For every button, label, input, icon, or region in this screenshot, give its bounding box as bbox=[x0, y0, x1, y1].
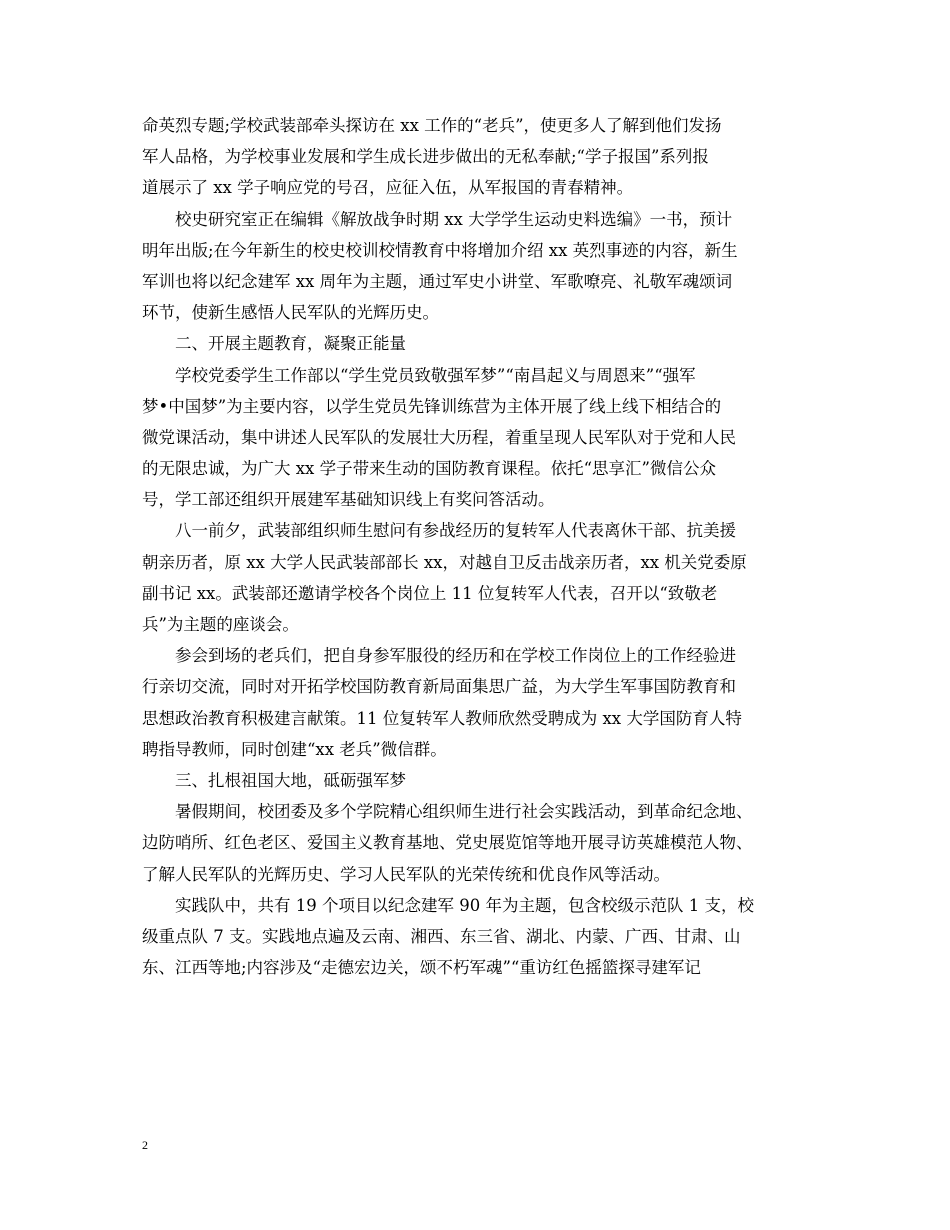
text-line: 号，学工部还组织开展建军基础知识线上有奖问答活动。 bbox=[142, 490, 555, 510]
body-text bbox=[142, 110, 812, 983]
text-line: 军训也将以纪念建军 xx 周年为主题，通过军史小讲堂、军歌嘹亮、礼敬军魂颂词 bbox=[142, 271, 733, 291]
text-line: 了解人民军队的光辉历史、学习人民军队的光荣传统和优良作风等活动。 bbox=[142, 864, 670, 884]
text-line: 学校党委学生工作部以“学生党员致敬强军梦”“南昌起义与周恩来”“强军 bbox=[175, 365, 696, 385]
paragraph bbox=[142, 360, 812, 516]
text-line: 级重点队 7 支。实践地点遍及云南、湘西、东三省、湖北、内蒙、广西、甘肃、山 bbox=[142, 926, 741, 946]
text-line: 明年出版;在今年新生的校史校训校情教育中将增加介绍 xx 英烈事迹的内容，新生 bbox=[142, 240, 738, 260]
text-line: 命英烈专题;学校武装部牵头探访在 xx 工作的“老兵”，使更多人了解到他们发扬 bbox=[142, 116, 722, 135]
text-line: 微党课活动，集中讲述人民军队的发展壮大历程，着重呈现人民军队对于党和人民 bbox=[142, 427, 736, 447]
section-heading bbox=[142, 765, 812, 796]
paragraph bbox=[142, 204, 812, 329]
text-line: 副书记 xx。武装部还邀请学校各个岗位上 11 位复转军人代表，召开以“致敬老 bbox=[142, 583, 718, 603]
paragraph bbox=[142, 515, 812, 640]
text-line: 军人品格，为学校事业发展和学生成长进步做出的无私奉献;“学子报国”系列报 bbox=[142, 147, 709, 167]
text-line: 东、江西等地;内容涉及“走德宏边关，颂不朽军魂”“重访红色摇篮探寻建军记 bbox=[142, 958, 701, 978]
text-line: 行亲切交流，同时对开拓学校国防教育新局面集思广益，为大学生军事国防教育和 bbox=[142, 677, 736, 697]
text-line: 朝亲历者，原 xx 大学人民武装部部长 xx，对越自卫反击战亲历者，xx 机关党委原 bbox=[142, 552, 747, 572]
paragraph bbox=[142, 640, 812, 765]
text-line: 梦•中国梦”为主要内容，以学生党员先锋训练营为主体开展了线上线下相结合的 bbox=[142, 396, 722, 416]
text-line: 道展示了 xx 学子响应党的号召，应征入伍，从军报国的青春精神。 bbox=[142, 178, 634, 198]
text-line: 边防哨所、红色老区、爱国主义教育基地、党史展览馆等地开展寻访英雄模范人物、 bbox=[142, 833, 753, 853]
paragraph bbox=[142, 890, 812, 984]
text-line: 参会到场的老兵们，把自身参军服役的经历和在学校工作岗位上的工作经验进 bbox=[175, 646, 736, 666]
text-line: 实践队中，共有 19 个项目以纪念建军 90 年为主题，包含校级示范队 1 支，校 bbox=[175, 895, 754, 915]
section-heading bbox=[142, 328, 812, 359]
text-line: 兵”为主题的座谈会。 bbox=[142, 615, 299, 634]
text-line: 暑假期间，校团委及多个学院精心组织师生进行社会实践活动，到革命纪念地、 bbox=[175, 802, 753, 822]
text-line: 二、开展主题教育，凝聚正能量 bbox=[175, 334, 406, 354]
text-line: 三、扎根祖国大地，砥砺强军梦 bbox=[175, 770, 406, 790]
text-line: 八一前夕，武装部组织师生慰问有参战经历的复转军人代表离休干部、抗美援 bbox=[175, 521, 736, 541]
paragraph bbox=[142, 110, 812, 204]
text-line: 校史研究室正在编辑《解放战争时期 xx 大学学生运动史料选编》一书，预计 bbox=[175, 209, 733, 229]
text-line: 环节，使新生感悟人民军队的光辉历史。 bbox=[142, 303, 439, 323]
text-line: 思想政治教育积极建言献策。11 位复转军人教师欣然受聘成为 xx 大学国防育人特 bbox=[142, 708, 742, 728]
text-line: 聘指导教师，同时创建“xx 老兵”微信群。 bbox=[142, 739, 447, 759]
page-number: 2 bbox=[142, 1138, 148, 1152]
paragraph bbox=[142, 796, 812, 890]
text-line: 的无限忠诚，为广大 xx 学子带来生动的国防教育课程。依托“思享汇”微信公众 bbox=[142, 459, 716, 479]
